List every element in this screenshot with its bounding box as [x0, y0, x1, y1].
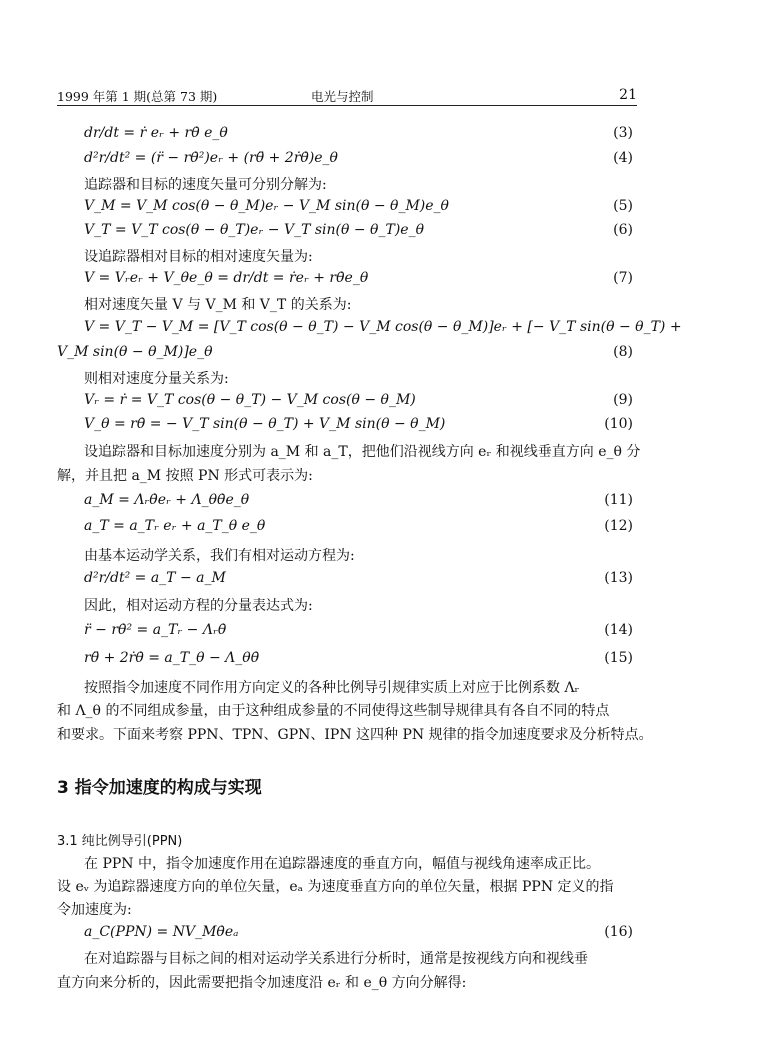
paragraph-line: 按照指令加速度不同作用方向定义的各种比例导引规律实质上对应于比例系数 Λᵣ	[84, 680, 580, 696]
subsection-heading: 3.1 纯比例导引(PPN)	[57, 834, 183, 849]
equation-number: (6)	[613, 222, 633, 238]
equation-number: (13)	[604, 570, 633, 586]
equation-14: r̈ − rθ̇² = a_Tᵣ − Λᵣθ̇	[84, 622, 227, 638]
equation-6: V_T = V_T cos(θ − θ_T)eᵣ − V_T sin(θ − θ_T)e_θ	[84, 222, 424, 238]
equation-10: V_θ = rθ̇ = − V_T sin(θ − θ_T) + V_M sin(θ − θ_M)	[84, 416, 446, 432]
equation-number: (15)	[604, 650, 633, 666]
text-line: 设追踪器相对目标的相对速度矢量为:	[84, 249, 313, 265]
paragraph-line: 在对追踪器与目标之间的相对运动学关系进行分析时，通常是按视线方向和视线垂	[84, 951, 588, 967]
equation-number: (7)	[613, 270, 633, 286]
running-header	[57, 87, 637, 105]
equation-11: a_M = Λᵣθ̇eᵣ + Λ_θθ̇e_θ	[84, 492, 250, 508]
equation-8-line1: V = V_T − V_M = [V_T cos(θ − θ_T) − V_M cos(θ − θ_M)]eᵣ + [− V_T sin(θ − θ_T) +	[84, 319, 682, 335]
text-line: 则相对速度分量关系为:	[84, 371, 229, 387]
equation-9: Vᵣ = ṙ = V_T cos(θ − θ_T) − V_M cos(θ − θ_M)	[84, 392, 416, 408]
text-line: 追踪器和目标的速度矢量可分别分解为:	[84, 177, 327, 193]
equation-number: (16)	[604, 924, 633, 940]
equation-number: (5)	[613, 198, 633, 214]
equation-13: d²r/dt² = a_T − a_M	[84, 570, 226, 586]
equation-number: (12)	[604, 518, 633, 534]
equation-12: a_T = a_Tᵣ eᵣ + a_T_θ e_θ	[84, 518, 266, 534]
journal-issue: 1999 年第 1 期(总第 73 期)	[57, 89, 218, 104]
equation-number: (14)	[604, 622, 633, 638]
paragraph-line: 直方向来分析的，因此需要把指令加速度沿 eᵣ 和 e_θ 方向分解得:	[57, 975, 467, 991]
equation-16: a_C(PPN) = NV_Mθ̇eₐ	[84, 924, 239, 940]
equation-number: (10)	[604, 416, 633, 432]
paragraph-line: 和要求。下面来考察 PPN、TPN、GPN、IPN 这四种 PN 规律的指令加速度要求及分析特点。	[57, 727, 653, 743]
equation-7: V = Vᵣeᵣ + V_θe_θ = dr/dt = ṙeᵣ + rθ̇e_θ	[84, 270, 369, 286]
paragraph-line: 令加速度为:	[57, 902, 132, 918]
paragraph-line: 设 eᵥ 为追踪器速度方向的单位矢量，eₐ 为速度垂直方向的单位矢量，根据 PPN 定义的指	[57, 879, 614, 895]
text-line: 解，并且把 a_M 按照 PN 形式可表示为:	[57, 468, 313, 484]
equation-number: (3)	[613, 125, 633, 141]
equation-8-line2: V_M sin(θ − θ_M)]e_θ	[57, 344, 213, 360]
text-line: 设追踪器和目标加速度分别为 a_M 和 a_T，把他们沿视线方向 eᵣ 和视线垂直方向 e_θ 分	[84, 444, 641, 460]
text-line: 相对速度矢量 V 与 V_M 和 V_T 的关系为:	[84, 297, 352, 313]
equation-15: rθ̈ + 2ṙθ̇ = a_T_θ − Λ_θθ̇	[84, 650, 260, 666]
text-line: 因此，相对运动方程的分量表达式为:	[84, 598, 313, 614]
equation-5: V_M = V_M cos(θ − θ_M)eᵣ − V_M sin(θ − θ_M)e_θ	[84, 198, 449, 214]
journal-title: 电光与控制	[311, 89, 374, 104]
equation-number: (9)	[613, 392, 633, 408]
page-number: 21	[619, 87, 637, 103]
equation-number: (11)	[604, 492, 633, 508]
equation-4: d²r/dt² = (r̈ − rθ̇²)eᵣ + (rθ̈ + 2ṙθ̇)e_θ	[84, 150, 338, 166]
section-heading: 3 指令加速度的构成与实现	[57, 778, 262, 798]
equation-number: (8)	[613, 344, 633, 360]
paragraph-line: 和 Λ_θ 的不同组成参量，由于这种组成参量的不同使得这些制导规律具有各自不同的特点	[57, 703, 610, 719]
header-rule	[57, 105, 637, 106]
equation-3: dr/dt = ṙ eᵣ + rθ̇ e_θ	[84, 125, 228, 141]
text-line: 由基本运动学关系，我们有相对运动方程为:	[84, 548, 355, 564]
paragraph-line: 在 PPN 中，指令加速度作用在追踪器速度的垂直方向，幅值与视线角速率成正比。	[84, 856, 600, 872]
equation-number: (4)	[613, 150, 633, 166]
